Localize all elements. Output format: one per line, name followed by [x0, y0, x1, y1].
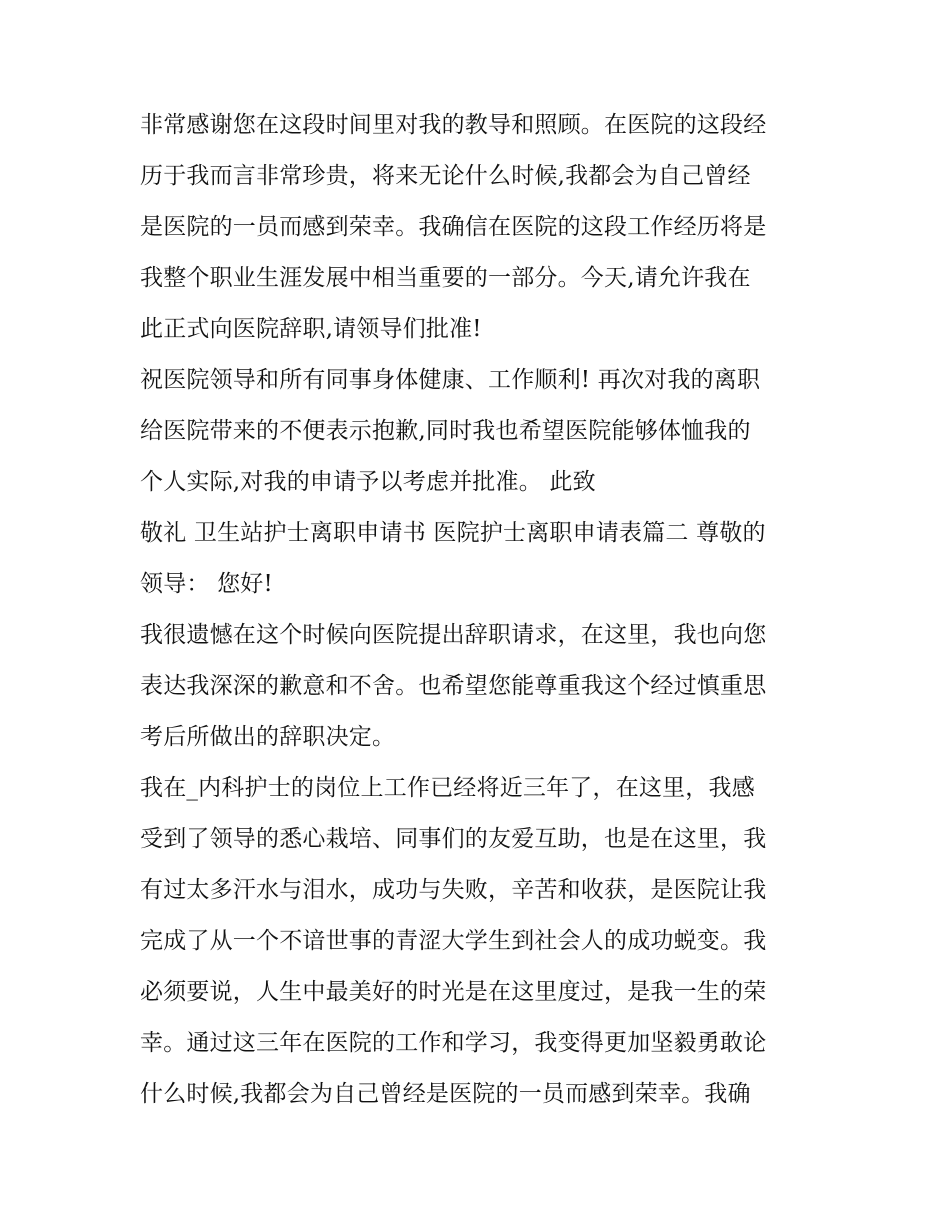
text-line: 领导： 您好! [140, 571, 273, 597]
document-body [140, 100, 820, 1120]
text-line: 是医院的一员而感到荣幸。我确信在医院的这段工作经历将是 [140, 214, 767, 240]
text-line: 历于我而言非常珍贵，将来无论什么时候,我都会为自己曾经 [140, 163, 751, 189]
text-line: 给医院带来的不便表示抱歉,同时我也希望医院能够体恤我的 [140, 418, 751, 444]
text-line: 表达我深深的歉意和不舍。也希望您能尊重我这个经过慎重思 [140, 673, 767, 699]
text-line: 敬礼 卫生站护士离职申请书 医院护士离职申请表篇二 尊敬的 [140, 520, 766, 546]
text-line: 祝医院领导和所有同事身体健康、工作顺利! 再次对我的离职 [140, 367, 761, 393]
text-line: 考后所做出的辞职决定。 [140, 724, 396, 750]
text-line: 有过太多汗水与泪水，成功与失败，辛苦和收获，是医院让我 [140, 877, 767, 903]
text-line: 幸。通过这三年在医院的工作和学习，我变得更加坚毅勇敢论 [140, 1030, 767, 1056]
text-line: 什么时候,我都会为自己曾经是医院的一员而感到荣幸。我确 [140, 1081, 751, 1107]
text-line: 必须要说，人生中最美好的时光是在这里度过，是我一生的荣 [140, 979, 767, 1005]
text-line: 完成了从一个不谙世事的青涩大学生到社会人的成功蜕变。我 [140, 928, 767, 954]
text-line: 此正式向医院辞职,请领导们批准! [140, 316, 482, 342]
text-line: 个人实际,对我的申请予以考虑并批准。 此致 [140, 469, 596, 495]
text-line: 非常感谢您在这段时间里对我的教导和照顾。在医院的这段经 [140, 112, 767, 138]
text-line: 我整个职业生涯发展中相当重要的一部分。今天,请允许我在 [140, 265, 751, 291]
text-line: 受到了领导的悉心栽培、同事们的友爱互助，也是在这里，我 [140, 826, 767, 852]
text-line: 我很遗憾在这个时候向医院提出辞职请求，在这里，我也向您 [140, 622, 767, 648]
text-line: 我在_内科护士的岗位上工作已经将近三年了，在这里，我感 [140, 775, 755, 801]
